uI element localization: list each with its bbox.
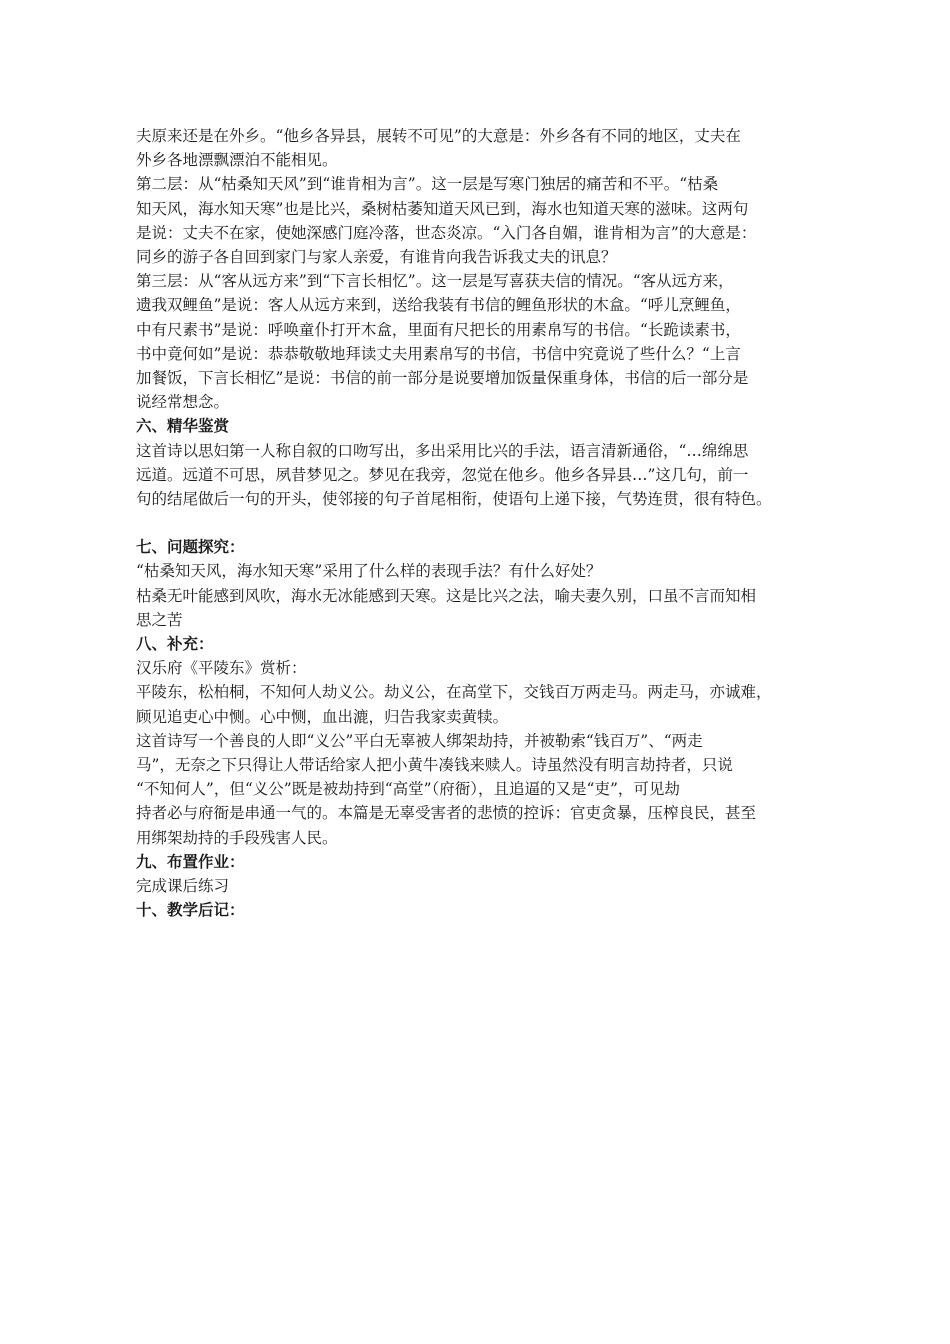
text-line: 第二层：从“枯桑知天风”到“谁肯相为言”。这一层是写寒门独居的痛苦和不平。“枯桑 [136, 175, 719, 194]
text-line: 句的结尾做后一句的开头，使邻接的句子首尾相衔，使语句上递下接，气势连贯，很有特色。 [136, 490, 772, 509]
text-line: 知天风，海水知天寒”也是比兴，桑树枯萎知道天风已到，海水也知道天寒的滋味。这两句 [136, 199, 749, 218]
text-line: “不知何人”，但“义公”既是被劫持到“高堂”（府衙），且追逼的又是“吏”，可见劫 [136, 780, 680, 799]
text-line: 这首诗写一个善良的人即“义公”平白无辜被人绑架劫持，并被勒索“钱百万”、“两走 [136, 731, 703, 750]
text-line: 完成课后练习 [136, 877, 230, 896]
text-line: 外乡各地漂飘漂泊不能相见。 [136, 151, 338, 170]
section-heading: 六、精华鉴赏 [136, 416, 230, 436]
text-line: 思之苦 [136, 610, 183, 629]
section-heading: 八、补充： [136, 634, 214, 654]
text-line: “枯桑知天风，海水知天寒”采用了什么样的表现手法？有什么好处？ [136, 562, 602, 581]
text-line: 平陵东，松柏桐，不知何人劫义公。劫义公，在高堂下，交钱百万两走马。两走马，亦诚难， [136, 683, 772, 702]
text-line: 说经常想念。 [136, 393, 230, 412]
section-heading: 十、教学后记： [136, 900, 245, 920]
text-line: 这首诗以思妇第一人称自叙的口吻写出，多出采用比兴的手法，语言清新通俗，“…绵绵思 [136, 441, 749, 460]
text-line: 第三层：从“客从远方来”到“下言长相忆”。这一层是写喜获夫信的情况。“客从远方来， [136, 272, 734, 291]
text-line: 是说：丈夫不在家，使她深感门庭冷落，世态炎凉。“入门各自媚，谁肯相为言”的大意是： [136, 223, 757, 242]
text-line: 远道。远道不可思，夙昔梦见之。梦见在我旁，忽觉在他乡。他乡各异县…”这几句，前一 [136, 465, 749, 484]
text-line: 同乡的游子各自回到家门与家人亲爱，有谁肯向我告诉我丈夫的讯息？ [136, 248, 617, 267]
text-line: 枯桑无叶能感到风吹，海水无冰能感到天寒。这是比兴之法，喻夫妻久别，口虽不言而知相 [136, 586, 757, 605]
text-line: 用绑架劫持的手段残害人民。 [136, 828, 338, 847]
document-body [136, 124, 836, 923]
text-line: 遗我双鲤鱼”是说：客人从远方来到，送给我装有书信的鲤鱼形状的木盒。“呼儿烹鲤鱼， [136, 296, 741, 315]
section-heading: 九、布置作业： [136, 851, 245, 871]
section-heading: 七、问题探究： [136, 537, 245, 557]
text-line: 书中竟何如”是说：恭恭敬敬地拜读丈夫用素帛写的书信，书信中究竟说了些什么？“上言 [136, 344, 741, 363]
text-line: 持者必与府衙是串通一气的。本篇是无辜受害者的悲愤的控诉：官吏贪暴，压榨良民，甚至 [136, 804, 757, 823]
blank-line [136, 511, 836, 535]
text-line: 中有尺素书”是说：呼唤童仆打开木盒，里面有尺把长的用素帛写的书信。“长跪读素书， [136, 320, 741, 339]
text-line: 加餐饭，下言长相忆”是说：书信的前一部分是说要增加饭量保重身体，书信的后一部分是 [136, 369, 749, 388]
text-line: 顾见追吏心中恻。心中恻，血出漉，归告我家卖黄犊。 [136, 707, 509, 726]
text-line: 夫原来还是在外乡。“他乡各异县，展转不可见”的大意是：外乡各有不同的地区，丈夫在 [136, 127, 741, 145]
text-line: 马”，无奈之下只得让人带话给家人把小黄牛凑钱来赎人。诗虽然没有明言劫持者，只说 [136, 756, 733, 775]
text-line: 汉乐府《平陵东》赏析： [136, 659, 307, 678]
